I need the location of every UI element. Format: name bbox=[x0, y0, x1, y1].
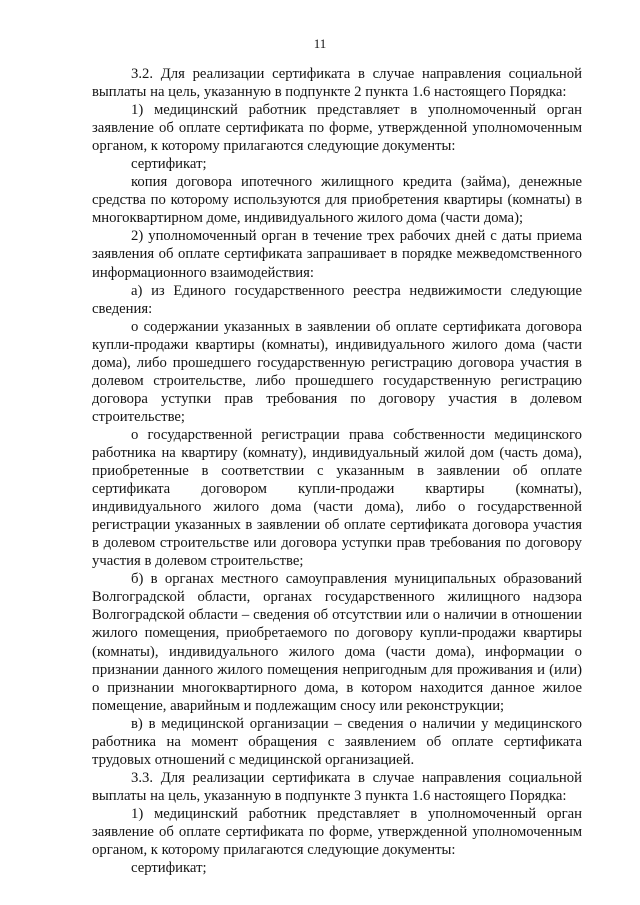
paragraph-3-3-intro: 3.3. Для реализации сертификата в случае направления социальной выплаты на цель, указанную в подпункте 3 пункта 1.6 настоящего Порядка: bbox=[92, 769, 582, 804]
paragraph-3-2-intro: 3.2. Для реализации сертификата в случае направления социальной выплаты на цель, указанную в подпункте 2 пункта 1.6 настоящего Порядка: bbox=[92, 66, 582, 101]
paragraph-contract-content: о содержании указанных в заявлении об оплате сертификата договора купли-продажи квартиры (комнаты), индивидуального жилого дома (части дома), либо прошедшего государственную регистрацию договора участия в долевом строительстве, либо прошедшего государственную регистрацию договора уступки прав требования по договору участия в долевом строительстве; bbox=[92, 318, 582, 425]
paragraph-item-b: б) в органах местного самоуправления муниципальных образований Волгоградской области, органах государственного жилищного надзора Волгоградской области – сведения об отсутствии или о наличии в отношении жилого помещения, приобретаемого по договору купли-продажи квартиры (комнаты), индивидуального жилого дома (части дома), информации о признании данного жилого помещения непригодным для проживания и (или) о признании многоквартирного дома, в котором находится данное жилое помещение, аварийным и подлежащим сносу или реконструкции; bbox=[92, 571, 582, 714]
page-number: 11 bbox=[313, 36, 327, 51]
paragraph-certificate-item: сертификат; bbox=[131, 156, 207, 173]
paragraph-mortgage-copy-item: копия договора ипотечного жилищного кредита (займа), денежные средства по которому используются для приобретения квартиры (комнаты) в многоквартирном доме, индивидуального жилого дома (части дома); bbox=[92, 174, 582, 227]
paragraph-item-v: в) в медицинской организации – сведения о наличии у медицинского работника на момент обращения с заявлением об оплате сертификата трудовых отношений с медицинской организацией. bbox=[92, 715, 582, 768]
paragraph-3-2-item-1: 1) медицинский работник представляет в уполномоченный орган заявление об оплате сертификата по форме, утвержденной уполномоченным органом, к которому прилагаются следующие документы: bbox=[92, 102, 582, 155]
paragraph-ownership-registration: о государственной регистрации права собственности медицинского работника на квартиру (комнату), индивидуальный жилой дом (часть дома), приобретенные в соответствии с указанным в заявлении об оплате сертификата договором купли-продажи квартиры (комнаты), индивидуального жилого дома (части дома), либо о государственной регистрации указанных в заявлении об оплате сертификата договора участия в долевом строительстве или договора уступки прав требования по договору участия в долевом строительстве; bbox=[92, 426, 582, 570]
paragraph-item-a: а) из Единого государственного реестра недвижимости следующие сведения: bbox=[92, 282, 582, 317]
paragraph-3-3-item-1: 1) медицинский работник представляет в уполномоченный орган заявление об оплате сертификата по форме, утвержденной уполномоченным органом, к которому прилагаются следующие документы: bbox=[92, 805, 582, 859]
paragraph-certificate-item-2: сертификат; bbox=[131, 860, 207, 877]
paragraph-3-2-item-2: 2) уполномоченный орган в течение трех рабочих дней с даты приема заявления об оплате сертификата запрашивает в порядке межведомственного информационного взаимодействия: bbox=[92, 228, 582, 281]
document-body bbox=[92, 65, 582, 877]
